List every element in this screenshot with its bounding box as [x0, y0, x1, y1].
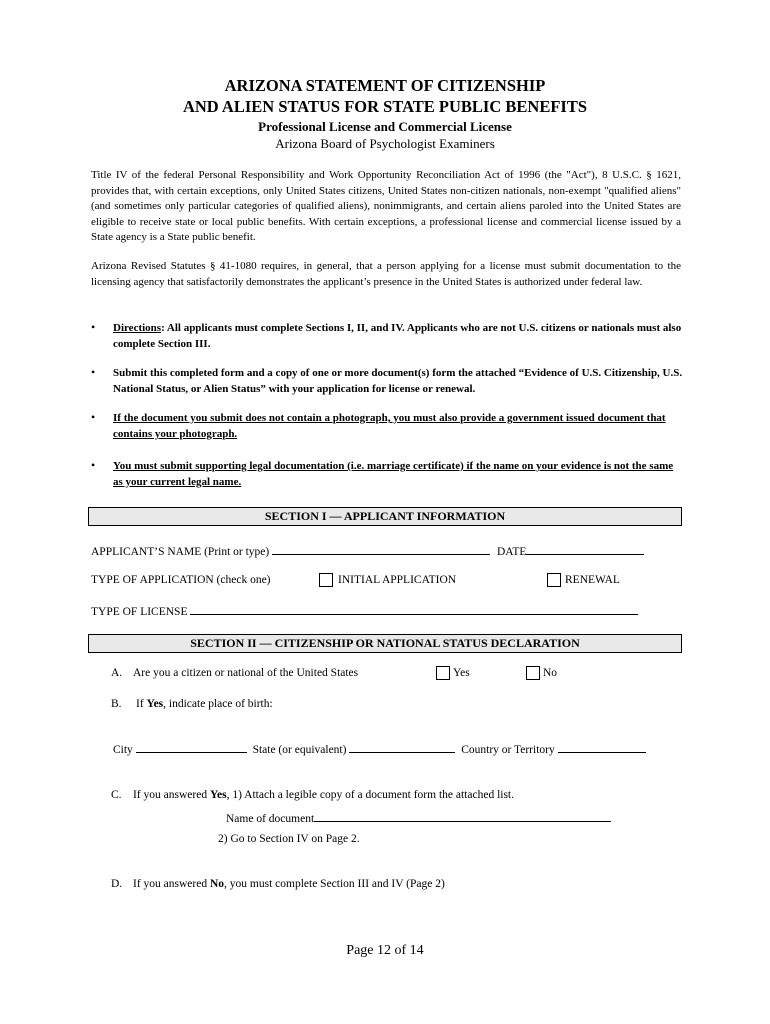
country-field[interactable]: [558, 742, 646, 753]
document-name-row: [226, 811, 611, 825]
section-2-heading: SECTION II — CITIZENSHIP OR NATIONAL STATUS DECLARATION: [88, 634, 682, 653]
bullet-icon: •: [91, 410, 96, 424]
document-name-label: Name of document: [226, 813, 315, 825]
date-label: DATE: [497, 546, 527, 558]
citizen-yes-label: Yes: [453, 667, 470, 679]
state-field[interactable]: [349, 742, 455, 753]
directions-text: : All applicants must complete Sections I, II, and IV. Applicants who are not U.S. citizens or nationals must also complete Section III.: [113, 322, 682, 350]
question-c-step2: 2) Go to Section IV on Page 2.: [218, 833, 360, 845]
applicant-name-label: APPLICANT’S NAME (Print or type): [91, 546, 270, 558]
intro-paragraph-2: Arizona Revised Statutes § 41-1080 requires, in general, that a person applying for a license must submit documentation to the licensing agency that satisfactorily demonstrates the applicant’s presence in the United States is authorized under federal law.: [91, 260, 681, 288]
form-title-line1: ARIZONA STATEMENT OF CITIZENSHIP: [224, 76, 546, 95]
bullet-icon: •: [91, 365, 96, 379]
country-label: Country or Territory: [461, 744, 555, 756]
bullet-submit-form: Submit this completed form and a copy of one or more document(s) form the attached “Evidence of U.S. Citizenship, U.S. National Status, or Alien Status” with your application for license or renewal.: [113, 367, 683, 395]
city-label: City: [113, 744, 133, 756]
citizen-yes-checkbox[interactable]: [436, 666, 450, 680]
renewal-label: RENEWAL: [565, 574, 620, 586]
directions-label: Directions: [113, 322, 162, 334]
bullet-icon: •: [91, 320, 96, 334]
form-title-line2: AND ALIEN STATUS FOR STATE PUBLIC BENEFITS: [182, 97, 588, 116]
question-d-marker: D.: [111, 878, 123, 890]
bullet-legal-documentation: You must submit supporting legal documentation (i.e. marriage certificate) if the name on your evidence is not the same as your current legal name.: [113, 460, 674, 488]
bullet-photo-requirement: If the document you submit does not contain a photograph, you must also provide a government issued document that contains your photograph.: [113, 412, 666, 440]
date-field[interactable]: [526, 544, 644, 555]
section-1-heading: SECTION I — APPLICANT INFORMATION: [88, 507, 682, 526]
license-type-label: TYPE OF LICENSE: [91, 606, 188, 618]
license-type-row: [91, 604, 638, 618]
bullet-icon: •: [91, 458, 96, 472]
intro-paragraph-1: Title IV of the federal Personal Responsibility and Work Opportunity Reconciliation Act of 1996 (the "Act"), 8 U.S.C. § 1621, provides that, with certain exceptions, only United States citizens, United States non-citizen nationals, non-exempt "qualified aliens" (and sometimes only particular categories of qualified aliens), nonimmigrants, and certain aliens paroled into the United States are eligible to receive state or local public benefits. With certain exceptions, a professional license and commercial license issued by a State agency is a State public benefit.: [91, 169, 681, 243]
license-type-field[interactable]: [190, 604, 638, 615]
applicant-name-row: [91, 544, 644, 558]
initial-application-checkbox[interactable]: [319, 573, 333, 587]
question-b-marker: B.: [111, 698, 122, 710]
renewal-checkbox[interactable]: [547, 573, 561, 587]
question-d-text: If you answered No, you must complete Section III and IV (Page 2): [133, 878, 445, 890]
document-name-field[interactable]: [314, 811, 611, 822]
question-a-text: Are you a citizen or national of the United States: [133, 667, 359, 679]
city-field[interactable]: [136, 742, 247, 753]
application-type-label: TYPE OF APPLICATION (check one): [91, 574, 271, 586]
question-c-marker: C.: [111, 789, 122, 801]
citizen-no-label: No: [543, 667, 558, 679]
question-c-text: If you answered Yes, 1) Attach a legible copy of a document form the attached list.: [133, 789, 514, 801]
question-b-text: If Yes, indicate place of birth:: [136, 698, 273, 710]
initial-application-label: INITIAL APPLICATION: [338, 574, 457, 586]
form-subtitle: Professional License and Commercial License: [258, 119, 512, 134]
applicant-name-field[interactable]: [272, 544, 490, 555]
page-number: Page 12 of 14: [346, 943, 424, 958]
state-label: State (or equivalent): [252, 744, 347, 756]
bullet-directions: [113, 321, 683, 352]
citizen-no-checkbox[interactable]: [526, 666, 540, 680]
board-name: Arizona Board of Psychologist Examiners: [275, 136, 495, 151]
birthplace-row: [113, 742, 646, 756]
question-a-marker: A.: [111, 667, 123, 679]
